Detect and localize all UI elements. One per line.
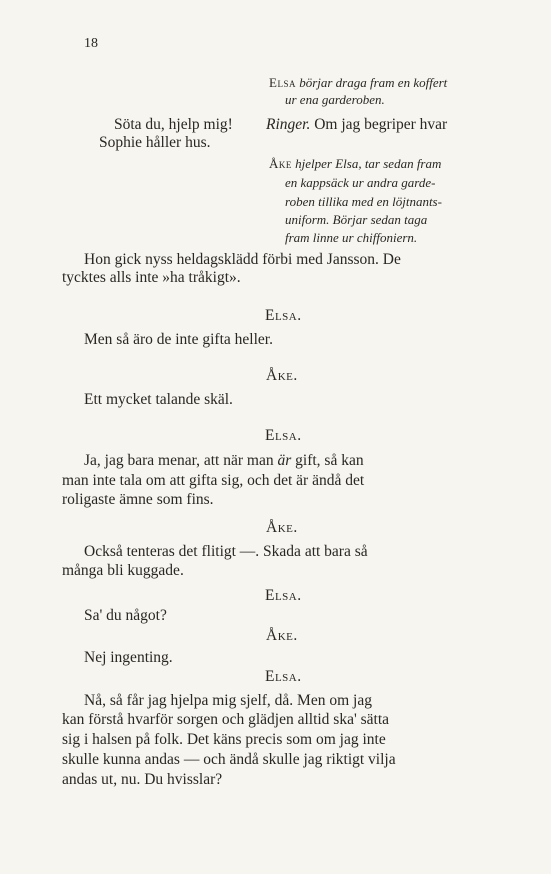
stage-direction-text: fram linne ur chiffoniern. — [285, 230, 418, 245]
stage-direction-text: uniform. Börjar sedan taga — [285, 212, 428, 227]
speaker-heading: Åke. — [266, 627, 298, 644]
dialogue-line: Nej ingenting. — [84, 649, 173, 666]
dialogue-line: Ett mycket talande skäl. — [84, 391, 233, 408]
dialogue-line — [84, 451, 364, 470]
speaker-name: Elsa — [269, 75, 296, 90]
dialogue-emphasis: är — [277, 452, 292, 469]
narrative-line: Hon gick nyss heldagsklädd förbi med Jansson. De — [84, 251, 401, 268]
dialogue-line: Men så äro de inte gifta heller. — [84, 331, 273, 348]
speaker-heading: Åke. — [266, 367, 298, 384]
stage-direction-ake — [269, 155, 441, 172]
dialogue-text: Om jag begriper hvar — [314, 116, 448, 133]
dialogue-line: man inte tala om att gifta sig, och det är ändå det — [62, 472, 365, 489]
stage-direction-text: Ringer. — [266, 116, 311, 133]
dialogue-line: Också tenteras det flitigt —. Skada att bara så — [84, 543, 368, 560]
speaker-heading: Åke. — [266, 519, 298, 536]
dialogue-line: roligaste ämne som fins. — [62, 491, 214, 508]
dialogue-line: Nå, så får jag hjelpa mig sjelf, då. Men om jag — [84, 692, 372, 709]
dialogue-line: skulle kunna andas — och ändå skulle jag riktigt vilja — [62, 751, 396, 768]
stage-direction-elsa — [269, 74, 447, 91]
dialogue-line: andas ut, nu. Du hvisslar? — [62, 771, 223, 788]
speaker-heading: Elsa. — [265, 668, 302, 685]
dialogue-line: Sa' du något? — [84, 607, 167, 624]
speaker-heading: Elsa. — [265, 427, 302, 444]
dialogue-text: gift, så kan — [295, 452, 364, 469]
stage-direction-text: en kappsäck ur andra garde- — [285, 175, 436, 190]
speaker-heading: Elsa. — [265, 587, 302, 604]
stage-direction-text: hjelper Elsa, tar sedan fram — [295, 156, 442, 171]
dialogue-line-ringer — [266, 115, 447, 134]
page-number: 18 — [84, 36, 98, 51]
dialogue-line: kan förstå hvarför sorgen och glädjen alltid ska' sätta — [62, 711, 390, 728]
stage-direction-text: börjar draga fram en koffert — [299, 75, 448, 90]
dialogue-line: Sophie håller hus. — [99, 134, 211, 151]
narrative-line: tycktes alls inte »ha tråkigt». — [62, 269, 241, 286]
dialogue-line: sig i halsen på folk. Det käns precis som om jag inte — [62, 731, 386, 748]
stage-direction-text: ur ena garderoben. — [285, 92, 385, 107]
stage-direction-text: roben tillika med en löjtnants- — [285, 194, 442, 209]
dialogue-text: Ja, jag bara menar, att när man — [84, 452, 274, 469]
speaker-name: Åke — [269, 156, 292, 171]
dialogue-line: många bli kuggade. — [62, 562, 184, 579]
dialogue-line: Söta du, hjelp mig! — [114, 116, 233, 133]
speaker-heading: Elsa. — [265, 307, 302, 324]
